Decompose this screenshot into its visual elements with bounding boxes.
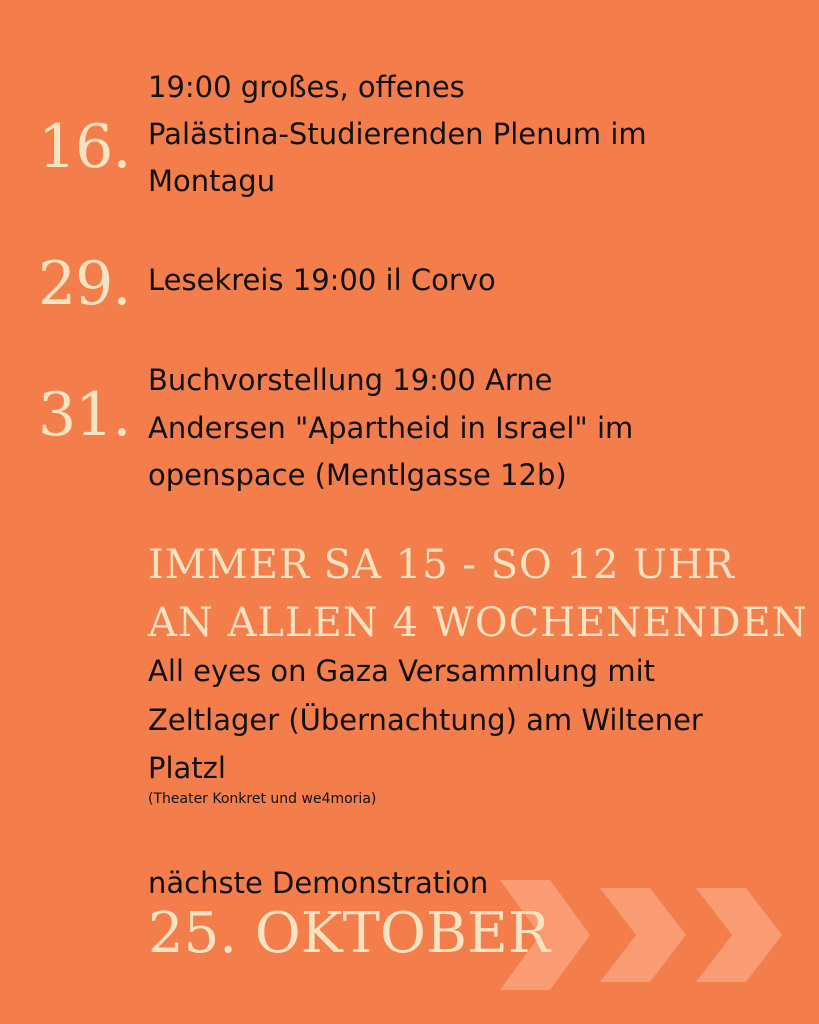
event-31-line-2: Andersen "Apartheid in Israel" im	[148, 411, 634, 445]
demo-date: 25. OKTOBER	[148, 901, 551, 966]
event-29-line-1: Lesekreis 19:00 il Corvo	[148, 263, 496, 297]
chevron-right-icon	[600, 888, 686, 982]
weekend-line-3: Platzl	[148, 751, 226, 785]
event-day-16: 16.	[38, 112, 131, 182]
weekend-heading-1: IMMER SA 15 - SO 12 UHR	[148, 542, 735, 588]
event-31-line-3: openspace (Mentlgasse 12b)	[148, 458, 567, 492]
event-16-line-3: Montagu	[148, 164, 276, 198]
weekend-line-2: Zeltlager (Übernachtung) am Wiltener	[148, 703, 703, 737]
weekend-heading-2: AN ALLEN 4 WOCHENENDEN	[148, 600, 808, 646]
weekend-note: (Theater Konkret und we4moria)	[148, 791, 377, 807]
event-16-line-1: 19:00 großes, offenes	[148, 70, 465, 104]
event-day-29: 29.	[38, 249, 131, 319]
chevron-right-icon	[696, 888, 782, 982]
demo-label: nächste Demonstration	[148, 866, 489, 900]
weekend-line-1: All eyes on Gaza Versammlung mit	[148, 654, 655, 688]
event-31-line-1: Buchvorstellung 19:00 Arne	[148, 363, 553, 397]
event-16-line-2: Palästina-Studierenden Plenum im	[148, 117, 647, 151]
event-day-31: 31.	[38, 380, 131, 450]
